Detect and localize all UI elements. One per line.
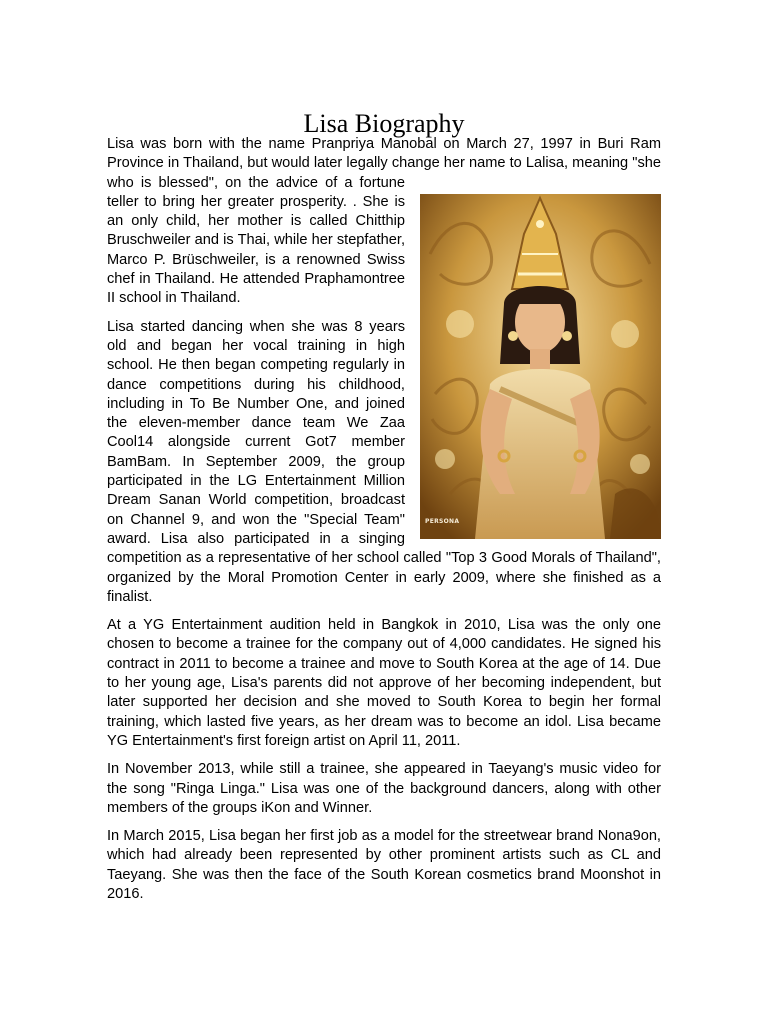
- paragraph-5: In March 2015, Lisa began her first job as a model for the streetwear brand Nona9on, which had already been represented by other prominent artists such as CL and Taeyang. She was then the face of the South Korean cosmetics brand Moonshot in 2016.: [107, 828, 661, 902]
- paragraph-2: Lisa started dancing when she was 8 years old and began her vocal training in high school. He then began competing regularly in dance competitions during his childhood, including in To Be Number One, and joined the eleven-member dance team We Zaa Cool14 alongside current Got7 member BamBam. In September 2009, the group participated in the LG Entertainment Million Dream Sanan World competition, broadcast on Channel 9, and won the "Special Team" award. Lisa also participated in a singing competition as a representative of her school called "Top 3 Good Morals of Thailand", organized by the Moral Promotion Center in early 2009, where she finished as a finalist.: [107, 318, 661, 605]
- paragraph-1-lead: Lisa was born with the name Pranpriya Manobal on March 27, 1997 in Buri Ram Province in Thailand, but would later legally change her name to Lalisa, meaning: [107, 136, 661, 172]
- paragraph-3: At a YG Entertainment audition held in Bangkok in 2010, Lisa was the only one chosen to become a trainee for the company out of 4,000 candidates. He signed his contract in 2011 to become a trainee and move to South Korea at the age of 14. Due to her young age, Lisa's parents did not approve of her becoming independent, but later supported her decision and she moved to South Korea to begin her formal training, which lasted five years, as her dream was to become an idol. Lisa became YG Entertainment's first foreign artist on April 11, 2011.: [107, 617, 661, 749]
- paragraph-1-rest: "she who is blessed", on the advice of a fortune teller to bring her greater prosperity. . She is an only child, her mother is called Chitthip Bruschweiler and is Thai, while her stepfather, Marco P. Brüschweiler, is a renowned Swiss chef in Thailand. He attended Praphamontree II school in Thailand.: [107, 155, 661, 307]
- portrait-illustration: [420, 194, 661, 539]
- document-title: Lisa Biography: [303, 109, 465, 139]
- document-body: [107, 135, 661, 913]
- photo-watermark: PERSONA: [425, 518, 460, 526]
- paragraph-4: In November 2013, while still a trainee, she appeared in Taeyang's music video for the song "Ringa Linga." Lisa was one of the background dancers, along with other members of the groups iKon and Winner.: [107, 761, 661, 816]
- portrait-photo: [420, 194, 661, 539]
